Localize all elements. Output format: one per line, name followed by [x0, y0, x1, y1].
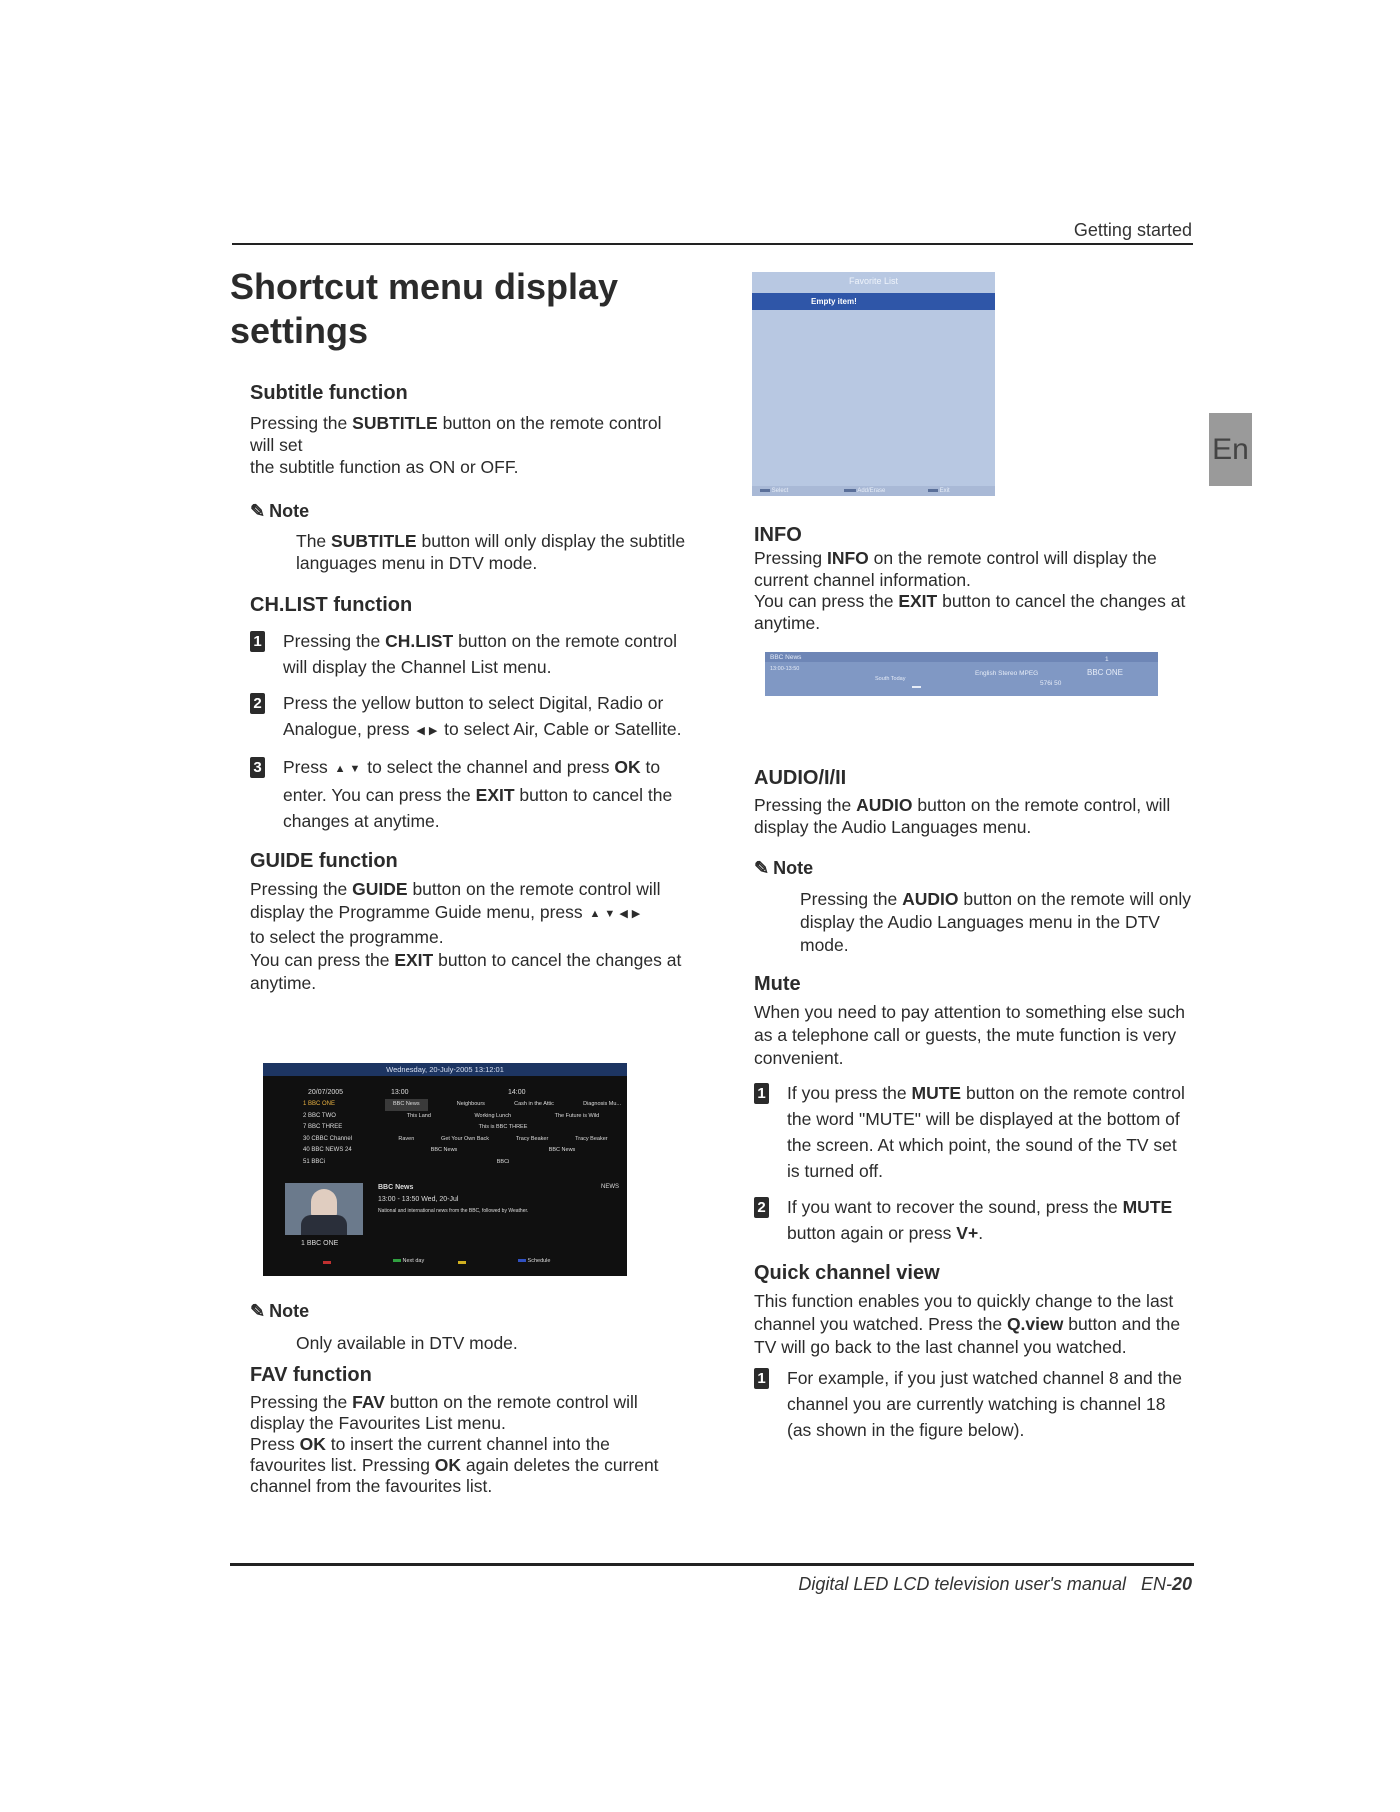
- guide-preview-image: [285, 1183, 363, 1235]
- page-title: Shortcut menu display settings: [230, 266, 619, 351]
- step-number: 1: [754, 1368, 769, 1389]
- guide-preview-label: 1 BBC ONE: [301, 1240, 339, 1247]
- guide-info-time: 13:00 - 13:50 Wed, 20-Jul: [378, 1196, 459, 1203]
- header-rule: [232, 243, 1193, 245]
- guide-channel: 40 BBC NEWS 24: [303, 1147, 352, 1153]
- guide-info-title: BBC News: [378, 1184, 414, 1191]
- guide-legend-schedule: Schedule: [518, 1257, 550, 1266]
- info-bar-screenshot: [765, 652, 1158, 696]
- subtitle-paragraph: Pressing the SUBTITLE button on the remote control will set the subtitle function as ON or OFF.: [250, 413, 662, 477]
- chlist-step-1: 1 Pressing the CH.LIST button on the remote control will display the Channel List menu.: [250, 628, 690, 680]
- guide-topbar: Wednesday, 20-July-2005 13:12:01: [263, 1063, 627, 1076]
- fav-paragraph: Pressing the FAV button on the remote control will display the Favourites List menu. Press OK to insert the current channel into the favourites list. Pressing OK again deletes the current channel from the favourites list.: [250, 1392, 659, 1496]
- guide-note-text: Only available in DTV mode.: [296, 1333, 518, 1353]
- up-arrow-icon: ▲: [334, 763, 346, 775]
- guide-channel: 30 CBBC Channel: [303, 1135, 353, 1142]
- section-label: Getting started: [1073, 220, 1192, 240]
- left-arrow-icon: ◀: [619, 908, 628, 920]
- red-key-icon: [323, 1261, 331, 1264]
- mute-step-1: 1 If you press the MUTE button on the remote control the word "MUTE" will be displayed at the bottom of the screen. At which point, the sound of the TV set is turned off.: [754, 1080, 1194, 1184]
- guide-time-1: 13:00: [391, 1089, 409, 1096]
- legend-select: Select: [760, 486, 788, 496]
- info-bar-programme: BBC News: [770, 654, 802, 661]
- guide-info-desc: National and international news from the BBC, followed by Weather.: [378, 1208, 529, 1214]
- guide-legend-next: Next day: [393, 1257, 424, 1266]
- pencil-icon: ✎: [754, 858, 770, 878]
- favorite-list-title: Favorite List: [848, 276, 899, 286]
- guide-channel: 1 BBC ONE: [303, 1101, 336, 1107]
- language-tab: En: [1209, 413, 1252, 486]
- right-arrow-icon: ▶: [428, 725, 438, 737]
- info-bar-channel-name: BBC ONE: [1087, 668, 1124, 677]
- chlist-step-2: 2 Press the yellow button to select Digital, Radio or Analogue, press ◀ ▶ to select Air, Cable or Satellite.: [250, 690, 690, 744]
- favorite-list-screenshot: [752, 272, 995, 496]
- right-arrow-icon: ▶: [631, 908, 641, 920]
- guide-channel: 2 BBC TWO: [303, 1112, 336, 1119]
- guide-date: 20/07/2005: [308, 1089, 344, 1096]
- yellow-key-icon: [458, 1261, 466, 1264]
- step-number: 2: [250, 693, 265, 714]
- favorite-list-legend: [752, 486, 995, 496]
- guide-screenshot: [263, 1063, 627, 1276]
- subtitle-note-text: The SUBTITLE button will only display the subtitle languages menu in DTV mode.: [296, 531, 686, 573]
- subtitle-note-heading: ✎ Note: [250, 501, 310, 521]
- audio-heading: AUDIO/I/II: [754, 767, 847, 789]
- right-column: [754, 765, 1194, 1443]
- legend-add-erase: Add/Erase: [844, 486, 885, 496]
- info-bar-indicator: [912, 686, 921, 688]
- info-heading: INFO: [754, 524, 802, 546]
- step-number: 3: [250, 757, 265, 778]
- info-paragraph: Pressing INFO on the remote control will display the current channel information. You can press the EXIT button to cancel the changes at anytime.: [754, 548, 1186, 633]
- up-arrow-icon: ▲: [589, 908, 601, 920]
- guide-paragraph: Pressing the GUIDE button on the remote control will display the Programme Guide menu, press ▲ ▼ ◀ ▶ to select the programme. You can press the EXIT button to cancel the changes at anytime.: [250, 879, 682, 993]
- pencil-icon: ✎: [250, 1301, 266, 1321]
- chlist-step-3: 3 Press ▲ ▼ to select the channel and press OK to enter. You can press the EXIT button to cancel the changes at anytime.: [250, 754, 690, 834]
- guide-programme-grid: BBC News Neighbours Cash in the Attic Diagnosis Mu... This Land Working Lunch The Future is Wild This is BBC THREE Raven Get Your Own Back Tracy Beaker Tracy Beaker BBC News BBC News BBCi: [385, 1099, 621, 1168]
- down-arrow-icon: ▼: [604, 908, 616, 920]
- audio-paragraph: Pressing the AUDIO button on the remote control, will display the Audio Languages menu.: [754, 795, 1171, 837]
- info-bar-time: 13:00-13:50: [770, 666, 800, 672]
- subtitle-heading: Subtitle function: [250, 382, 408, 404]
- guide-time-2: 14:00: [508, 1089, 526, 1096]
- left-arrow-icon: ◀: [416, 725, 425, 737]
- qview-step-1: 1 For example, if you just watched channel 8 and the channel you are currently watching is channel 18 (as shown in the figure below).: [754, 1365, 1194, 1443]
- mute-intro: When you need to pay attention to something else such as a telephone call or guests, the mute function is very convenient.: [754, 1001, 1185, 1068]
- mute-heading: Mute: [754, 972, 801, 995]
- audio-note-text: Pressing the AUDIO button on the remote will only display the Audio Languages menu in the DTV mode.: [800, 888, 1192, 955]
- pencil-icon: ✎: [250, 501, 266, 521]
- chlist-heading: CH.LIST function: [250, 594, 413, 616]
- guide-note-heading: ✎ Note: [250, 1301, 310, 1321]
- info-bar-next: South Today: [875, 676, 906, 682]
- qview-heading: Quick channel view: [754, 1261, 940, 1284]
- info-bar-audio: English Stereo MPEG: [975, 670, 1039, 677]
- guide-news-tag: NEWS: [601, 1184, 619, 1190]
- favorite-list-item: Empty item!: [752, 293, 995, 310]
- legend-exit: Exit: [928, 486, 950, 496]
- guide-channel: 51 BBCi: [303, 1158, 326, 1165]
- info-section: [754, 522, 1194, 634]
- guide-heading: GUIDE function: [250, 850, 398, 872]
- step-number: 2: [754, 1197, 769, 1218]
- left-column-lower: [250, 1300, 690, 1497]
- step-number: 1: [250, 631, 265, 652]
- audio-note-heading: ✎ Note: [754, 858, 814, 878]
- guide-channel: 7 BBC THREE: [303, 1124, 343, 1130]
- mute-step-2: 2 If you want to recover the sound, press the MUTE button again or press V+.: [754, 1194, 1194, 1246]
- guide-channel-list: [303, 1099, 352, 1168]
- step-number: 1: [754, 1083, 769, 1104]
- fav-heading: FAV function: [250, 1364, 372, 1386]
- info-bar-channel-number: 1: [1105, 656, 1109, 663]
- page-footer: Digital LED LCD television user's manual EN-20: [798, 1574, 1192, 1594]
- footer-rule: [230, 1563, 1194, 1566]
- down-arrow-icon: ▼: [349, 763, 361, 775]
- qview-paragraph: This function enables you to quickly change to the last channel you watched. Press the Q.view button and the TV will go back to the last channel you watched.: [754, 1290, 1181, 1357]
- page-number: 20: [1171, 1574, 1192, 1594]
- info-bar-resolution: 576i 50: [1040, 680, 1062, 687]
- left-column: [250, 380, 690, 995]
